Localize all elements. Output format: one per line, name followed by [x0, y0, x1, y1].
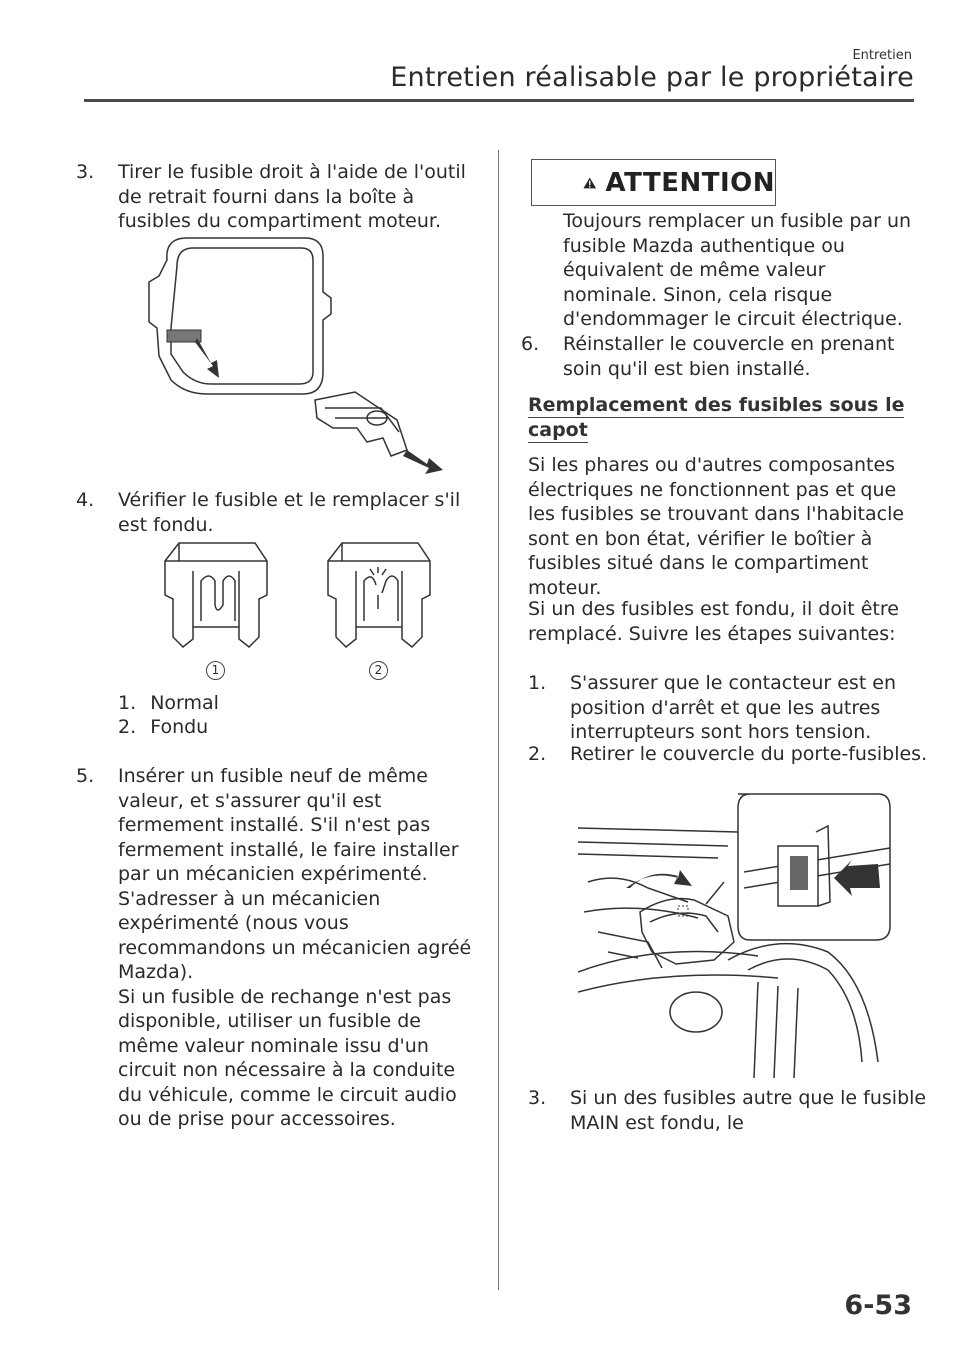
callout-marker: 2	[369, 661, 388, 680]
list-item	[118, 715, 208, 740]
step-text: Vérifier le fusible et le remplacer s'il est fondu.	[118, 489, 461, 536]
attention-box	[531, 159, 776, 206]
engine-compartment-illustration	[578, 792, 896, 1080]
step-number: 5.	[76, 765, 95, 787]
fuse-normal-illustration	[155, 535, 275, 660]
step-number: 6.	[521, 333, 540, 355]
item-label: Fondu	[150, 716, 209, 738]
header-rule	[84, 99, 914, 102]
list-item	[118, 691, 219, 716]
step-text: Réinstaller le couvercle en prenant soin qu'il est bien installé.	[563, 333, 895, 380]
warning-icon	[583, 170, 597, 196]
step-text: Retirer le couvercle du porte-fusibles.	[570, 743, 928, 765]
right-step-2	[528, 742, 928, 767]
attention-text: Toujours remplacer un fusible par un fusible Mazda authentique ou équivalent de même valeur nominale. Sinon, cela risque d'endommager le circuit électrique.	[563, 210, 912, 330]
heading-line-2: capot	[528, 419, 588, 441]
step-6	[521, 332, 925, 381]
intro-paragraph: Si les phares ou d'autres composantes électriques ne fonctionnent pas et que les fusibles se trouvant dans l'habitacle sont en bon état, vérifier le boîtier à fusibles situé dans le compartiment moteur.	[528, 454, 905, 599]
step-text: Tirer le fusible droit à l'aide de l'outil de retrait fourni dans la boîte à fusibles du compartiment moteur.	[118, 161, 466, 232]
step-number: 2.	[528, 743, 547, 765]
intro-paragraph-2: Si un des fusibles est fondu, il doit être remplacé. Suivre les étapes suivantes:	[528, 598, 899, 645]
page-number: 6-53	[844, 1290, 912, 1321]
right-step-3	[528, 1086, 928, 1135]
step-number: 4.	[76, 489, 95, 511]
step-number: 1.	[528, 672, 547, 694]
item-number: 1.	[118, 692, 137, 714]
step-number: 3.	[528, 1087, 547, 1109]
section-heading	[528, 393, 904, 443]
step-text: Si un des fusibles autre que le fusible MAIN est fondu, le	[570, 1087, 927, 1134]
item-label: Normal	[150, 692, 219, 714]
callout-marker: 1	[206, 661, 225, 680]
attention-label: ATTENTION	[605, 167, 775, 198]
heading-line-1: Remplacement des fusibles sous le	[528, 394, 905, 416]
fuse-box-illustration	[145, 232, 455, 482]
right-step-1	[528, 671, 928, 745]
column-divider	[498, 150, 499, 1290]
header-section: Entretien	[852, 48, 912, 63]
fuse-blown-illustration	[318, 535, 438, 660]
step-text-continued: Si un fusible de rechange n'est pas disponible, utiliser un fusible de même valeur nominale issu d'un circuit non nécessaire à la conduite du véhicule, comme le circuit audio ou de prise pour accessoires.	[118, 985, 457, 1130]
item-number: 2.	[118, 716, 137, 738]
step-text: Insérer un fusible neuf de même valeur, et s'assurer qu'il est fermement installé. S'il n'est pas fermement installé, le faire installer par un mécanicien expérimenté. S'adresser à un mécanicien expérimenté (nous vous recommandons un mécanicien agréé Mazda).	[118, 765, 472, 983]
page-title: Entretien réalisable par le propriétaire	[390, 62, 914, 93]
step-number: 3.	[76, 161, 95, 183]
step-3	[76, 160, 476, 234]
step-5	[76, 764, 476, 1132]
step-text: S'assurer que le contacteur est en position d'arrêt et que les autres interrupteurs sont hors tension.	[570, 672, 897, 743]
step-4	[76, 488, 476, 537]
